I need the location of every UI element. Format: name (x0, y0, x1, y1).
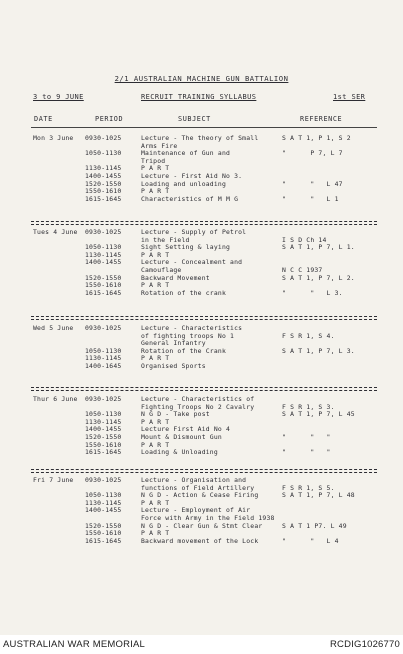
row-reference: S A T 1 P7. L 49 (282, 521, 347, 530)
row-reference: F S R 1, S 4. (282, 331, 335, 340)
row-subject: P A R T (141, 440, 170, 449)
column-header-subject: SUBJECT (178, 115, 211, 123)
row-period: 1615-1645 (85, 448, 122, 457)
column-header-period: PERIOD (95, 115, 124, 123)
row-period: 1520-1550 (85, 273, 122, 282)
row-period: 0930-1025 (85, 476, 122, 484)
row-period: 1400-1455 (85, 425, 122, 434)
syllabus-title: RECRUIT TRAINING SYLLABUS (141, 93, 257, 101)
row-subject: P A R T (141, 354, 170, 363)
row-subject: Arms Fire (141, 141, 178, 150)
row-subject: of fighting troops No 1 (141, 331, 235, 340)
row-reference: S A T 1, P 7, L 3. (282, 346, 355, 355)
row-subject: Lecture - The theory of Small (141, 134, 259, 142)
row-subject: Lecture - Supply of Petrol (141, 228, 247, 236)
row-subject: General Infantry (141, 339, 206, 348)
day-date: Fri 7 June (33, 476, 74, 484)
row-reference: F S R 1, S 5. (282, 483, 335, 492)
row-subject: Mount & Dismount Gun (141, 433, 222, 441)
row-subject: Loading and unloading (141, 179, 226, 188)
row-subject: Force with Army in the Field 1938 (141, 514, 275, 522)
row-reference: " " L 4 (282, 536, 339, 545)
row-period: 1130-1145 (85, 498, 122, 507)
row-reference: F S R 1, S 3. (282, 402, 335, 411)
row-subject: Camouflage (141, 266, 182, 274)
row-period: 1550-1610 (85, 187, 122, 196)
header-rule (31, 127, 377, 128)
row-subject: N G D - Take post (141, 410, 210, 419)
sheet-number: 1st SER (333, 93, 366, 101)
row-subject: Organised Sports (141, 362, 206, 370)
row-period: 1400-1645 (85, 362, 122, 370)
row-period: 1400-1455 (85, 172, 122, 180)
row-period: 1615-1645 (85, 536, 122, 545)
footer-bar (0, 635, 403, 654)
row-period: 1050-1130 (85, 243, 122, 252)
row-period: 0930-1025 (85, 395, 122, 403)
day-date: Mon 3 June (33, 134, 74, 142)
row-period: 1550-1610 (85, 440, 122, 449)
row-subject: Maintenance of Gun and (141, 149, 231, 158)
row-period: 0930-1025 (85, 324, 122, 332)
row-subject: Backward Movement (141, 273, 210, 282)
row-period: 1615-1645 (85, 194, 122, 203)
row-reference: S A T 1, P 7, L 48 (282, 491, 355, 500)
day-separator (31, 221, 377, 225)
row-reference: S A T 1, P 7, L 45 (282, 410, 355, 419)
row-subject: P A R T (141, 187, 170, 196)
footer-institution: AUSTRALIAN WAR MEMORIAL (3, 639, 146, 650)
row-reference: " " " (282, 448, 331, 457)
row-subject: N G D - Clear Gun & Stmt Clear (141, 521, 263, 530)
row-period: 1400-1455 (85, 506, 122, 515)
week-range: 3 to 9 JUNE (33, 93, 84, 101)
day-date: Thur 6 June (33, 395, 78, 403)
row-subject: functions of Field Artillery (141, 483, 255, 492)
row-period: 1550-1610 (85, 529, 122, 538)
row-reference: S A T 1, P 1, S 2 (282, 134, 351, 142)
row-reference: N C C 1937 (282, 266, 323, 274)
row-period: 1050-1130 (85, 149, 122, 158)
row-period: 1400-1455 (85, 258, 122, 267)
row-period: 1050-1130 (85, 346, 122, 355)
row-subject: Lecture First Aid No 4 (141, 425, 231, 434)
row-reference: " " " (282, 433, 331, 441)
row-subject: Lecture - Organisation and (141, 476, 247, 484)
row-period: 1050-1130 (85, 410, 122, 419)
row-subject: P A R T (141, 281, 170, 290)
row-subject: P A R T (141, 164, 170, 173)
document-title: 2/1 AUSTRALIAN MACHINE GUN BATTALION (114, 74, 289, 83)
row-subject: Fighting Troops No 2 Cavalry (141, 402, 255, 411)
row-subject: P A R T (141, 498, 170, 507)
row-period: 1520-1550 (85, 179, 122, 188)
row-subject: Lecture - Characteristics of (141, 395, 255, 403)
row-period: 1130-1145 (85, 250, 122, 259)
day-separator (31, 316, 377, 320)
row-period: 1130-1145 (85, 354, 122, 363)
row-period: 1130-1145 (85, 164, 122, 173)
day-date: Tues 4 June (33, 228, 78, 236)
row-reference: " P 7, L 7 (282, 149, 343, 158)
row-subject: Lecture - Employment of Air (141, 506, 251, 515)
row-subject: N G D - Action & Cease Firing (141, 491, 259, 500)
row-period: 0930-1025 (85, 134, 122, 142)
day-separator (31, 469, 377, 473)
row-period: 1050-1130 (85, 491, 122, 500)
day-date: Wed 5 June (33, 324, 74, 332)
row-reference: " " L 3. (282, 288, 343, 297)
row-period: 0930-1025 (85, 228, 122, 236)
row-period: 1615-1645 (85, 288, 122, 297)
row-subject: P A R T (141, 417, 170, 426)
row-subject: Lecture - Concealment and (141, 258, 243, 267)
column-header-date: DATE (34, 115, 53, 123)
row-subject: Lecture - First Aid No 3. (141, 172, 243, 180)
row-period: 1550-1610 (85, 281, 122, 290)
row-subject: in the Field (141, 235, 190, 244)
row-subject: Sight Setting & laying (141, 243, 231, 252)
row-subject: Rotation of the crank (141, 288, 226, 297)
row-subject: P A R T (141, 250, 170, 259)
row-subject: Lecture - Characteristics (141, 324, 243, 332)
row-reference: S A T 1, P 7, L 1. (282, 243, 355, 252)
row-period: 1520-1550 (85, 433, 122, 441)
footer-reference-id: RCDIG1026770 (330, 639, 400, 650)
row-subject: Loading & Unloading (141, 448, 218, 457)
row-reference: " " L 1 (282, 194, 339, 203)
row-subject: Rotation of the Crank (141, 346, 226, 355)
row-period: 1130-1145 (85, 417, 122, 426)
day-separator (31, 387, 377, 391)
row-period: 1520-1550 (85, 521, 122, 530)
row-reference: S A T 1, P 7, L 2. (282, 273, 355, 282)
row-subject: Tripod (141, 156, 166, 165)
row-reference: " " L 47 (282, 179, 343, 188)
column-header-reference: REFERENCE (300, 115, 343, 123)
row-subject: P A R T (141, 529, 170, 538)
row-subject: Characteristics of M M G (141, 194, 239, 203)
row-reference: I S D Ch 14 (282, 235, 327, 244)
row-subject: Backward movement of the Lock (141, 536, 259, 545)
